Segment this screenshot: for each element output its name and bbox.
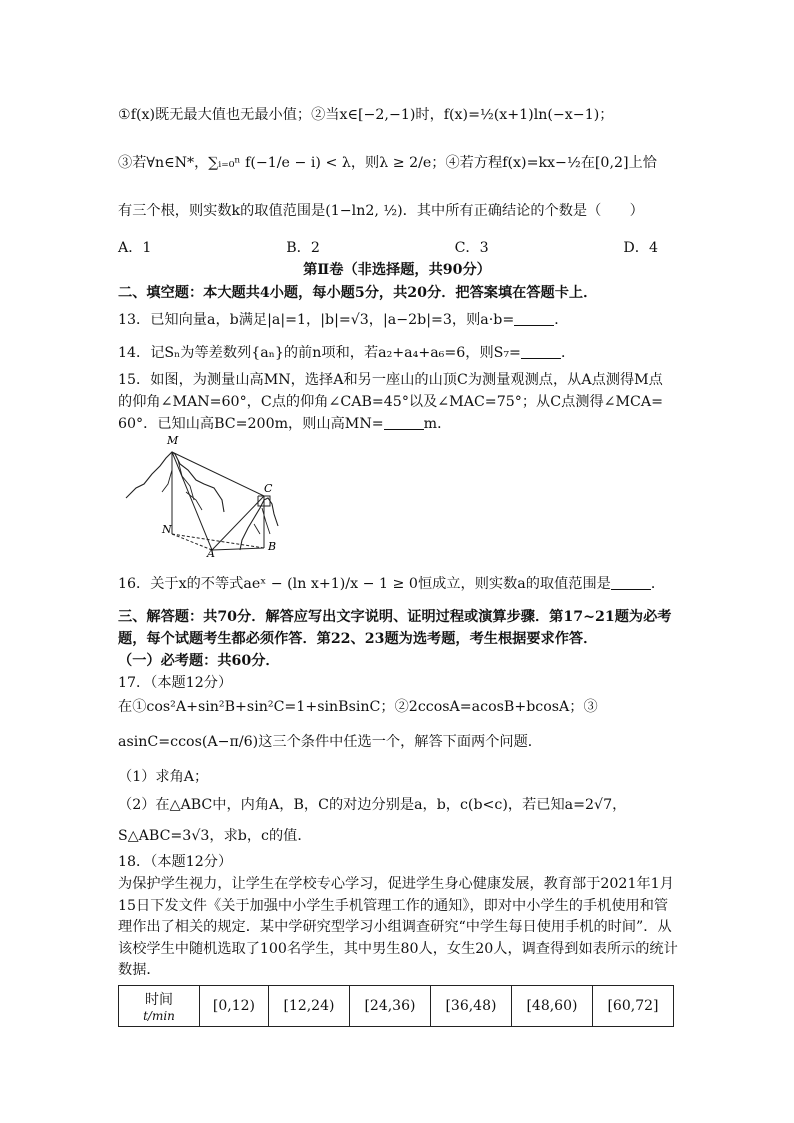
q17-part-2-cont: S△ABC=3√3，求b，c的值．	[118, 828, 312, 844]
q15-line-2: 的仰角∠MAN=60°，C点的仰角∠CAB=45°以及∠MAC=75°；从C点测得∠MCA=	[118, 394, 664, 410]
q17-part-1: （1）求角A；	[118, 769, 209, 785]
q17-part-2: （2）在△ABC中，内角A，B，C的对边分别是a，b，c(b<c)，若已知a=2√7，	[118, 797, 627, 813]
segment-ac	[212, 496, 264, 550]
right-mountain-ridges	[254, 508, 270, 534]
q15-answer-blank	[384, 415, 424, 430]
table-cell: [12,24)	[268, 986, 349, 1027]
q17-line-1: 在①cos²A+sin²B+sin²C=1+sinBsinC；②2ccosA=acosB+bcosA；③	[118, 699, 598, 715]
q13-answer-blank	[514, 311, 554, 326]
q14-answer-blank	[521, 344, 561, 359]
option-b: B．2	[286, 240, 320, 256]
label-c: C	[264, 482, 273, 495]
left-mountain-ridges	[162, 460, 202, 510]
usage-time-table	[118, 985, 674, 1027]
segment-mc	[172, 452, 264, 496]
required-section-title: （一）必考题：共60分．	[118, 653, 280, 669]
label-n: N	[162, 523, 172, 536]
option-d: D．4	[623, 240, 658, 256]
q15-unit: m．	[423, 416, 452, 432]
question-13: 13．已知向量a，b满足|a|=1，|b|=√3，|a−2b|=3，则a·b= ．	[118, 312, 569, 328]
option-a: A．1	[118, 240, 152, 256]
q14-text: 14．记Sₙ为等差数列{aₙ}的前n项和，若a₂+a₄+a₆=6，则S₇=	[118, 345, 521, 361]
q17-line-2: asinC=ccos(A−π/6)这三个条件中任选一个，解答下面两个问题．	[118, 734, 542, 750]
option-c: C．3	[454, 240, 489, 256]
table-cell: [0,12)	[200, 986, 269, 1027]
question-16: 16．关于x的不等式aeˣ − (ln x+1)/x − 1 ≥ 0恒成立，则实数a的取值范围是 ．	[118, 576, 666, 592]
label-a: A	[207, 547, 215, 558]
label-b: B	[268, 540, 277, 553]
section3-heading-1: 三、解答题：共70分．解答应写出文字说明、证明过程或演算步骤．第17~21题为必考	[118, 609, 672, 625]
table-cell: [60,72]	[592, 986, 673, 1027]
q12-statement-1-2: ①f(x)既无最大值也无最小值；②当x∈[−2,−1)时，f(x)=½(x+1)ln(−x−1)；	[118, 107, 614, 123]
q15-line-1: 15．如图，为测量山高MN，选择A和另一座山的山顶C为测量观测点，从A点测得M点	[118, 372, 663, 388]
segment-ab	[212, 548, 264, 550]
q18-heading: 18．（本题12分）	[118, 854, 233, 870]
table-cell: [36,48)	[430, 986, 511, 1027]
left-mountain-outline	[126, 452, 224, 512]
mountain-figure	[122, 430, 292, 558]
q13-text: 13．已知向量a，b满足|a|=1，|b|=√3，|a−2b|=3，则a·b=	[118, 312, 515, 328]
q17-heading: 17．（本题12分）	[118, 675, 233, 691]
q12-statement-3-4: ③若∀n∈N*，∑ᵢ₌₀ⁿ f(−1/e − i) < λ，则λ ≥ 2/e；④若方程f(x)=kx−½在[0,2]上恰	[118, 155, 657, 171]
table-row	[119, 986, 674, 1027]
q12-options	[118, 237, 658, 259]
section2-title: 第Ⅱ卷（非选择题，共90分）	[303, 262, 491, 278]
section3-heading-2: 题，每个试题考生都必须作答．第22、23题为选考题，考生根据要求作答．	[118, 631, 598, 647]
label-m: M	[167, 434, 179, 447]
table-header-cell: 时间 t/min	[119, 986, 200, 1027]
q18-paragraph: 为保护学生视力，让学生在学校专心学习，促进学生身心健康发展，教育部于2021年1月15日下发文件《关于加强中小学生手机管理工作的通知》，即对中小学生的手机使用和管理作出了相关的规定．某中学研究型学习小组调查研究“中学生每日使用手机的时间”．从该校学生中随机选取了100名学生，其中男生80人，女生20人，调查得到如表所示的统计数据．	[118, 876, 678, 978]
table-cell: [24,36)	[349, 986, 430, 1027]
section2-heading: 二、填空题：本大题共4小题，每小题5分，共20分．把答案填在答题卡上．	[118, 285, 598, 301]
q16-text: 16．关于x的不等式aeˣ − (ln x+1)/x − 1 ≥ 0恒成立，则实数a的取值范围是	[118, 576, 611, 592]
q15-text: 60°．已知山高BC=200m，则山高MN=	[118, 416, 384, 432]
q12-statement-4-cont: 有三个根，则实数k的取值范围是(1−ln2, ½)．其中所有正确结论的个数是（ ）	[118, 203, 644, 219]
segment-nb	[172, 534, 264, 548]
q16-answer-blank	[611, 575, 651, 590]
table-cell: [48,60)	[511, 986, 592, 1027]
question-14: 14．记Sₙ为等差数列{aₙ}的前n项和，若a₂+a₄+a₆=6，则S₇= ．	[118, 345, 576, 361]
